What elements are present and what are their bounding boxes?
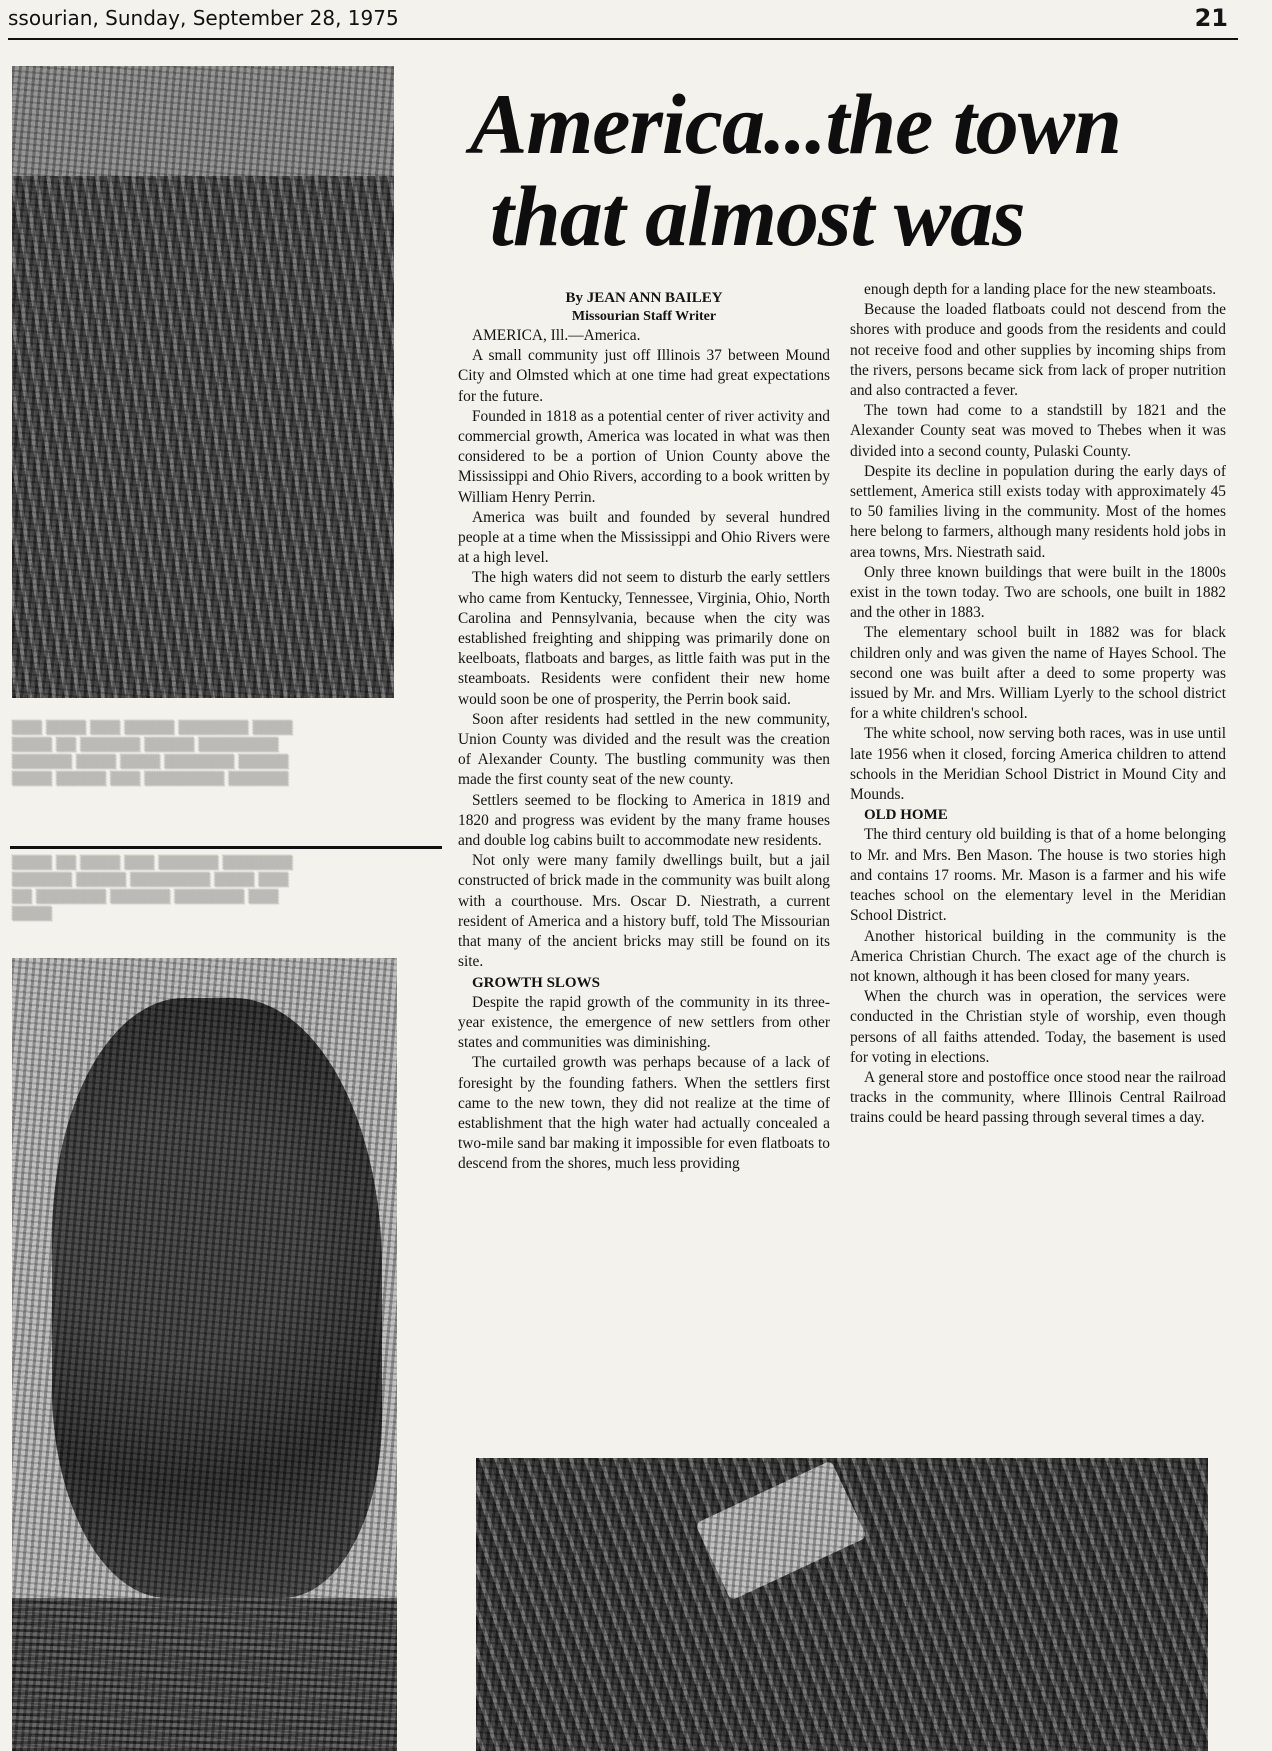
headline-line-1: America...the town	[470, 76, 1121, 172]
article-paragraph: Not only were many family dwellings built, but a jail constructed of brick made in the community was built along with a courthouse. Mrs. Oscar D. Niestrath, a current resident of America and a history buff, told The Missourian that many of the ancient bricks may still be found on its site.	[458, 852, 830, 971]
byline-role: Missourian Staff Writer	[571, 309, 717, 324]
byline-author: By JEAN ANN BAILEY	[565, 290, 723, 306]
article-paragraph: The elementary school built in 1882 was for black children only and was given the name of Hayes School. The second one was built after a deed to some property was issued by Mr. and Mrs. William Lyerly to the school district for a white children's school.	[850, 624, 1226, 723]
article-paragraph: Founded in 1818 as a potential center of river activity and commercial growth, America was located in what was then considered to be a portion of Union County above the Mississippi and Ohio Rivers, according to a book written by William Henry Perrin.	[458, 407, 830, 506]
article-paragraph: The town had come to a standstill by 1821 and the Alexander County seat was moved to Thebes when it was divided into a second county, Pulaski County.	[850, 402, 1226, 460]
article-paragraph: AMERICA, Ill.—America.	[472, 327, 641, 344]
article-column-2	[850, 280, 1226, 1129]
cornfield-photo	[12, 66, 394, 698]
tree-photo	[12, 958, 397, 1751]
column-1-body	[458, 326, 830, 1175]
section-subhead: OLD HOME	[864, 807, 948, 824]
article-paragraph: When the church was in operation, the services were conducted in the Christian style of worship, even though persons of all faiths attended. Today, the basement is used for voting in elections.	[850, 988, 1226, 1066]
section-subhead: GROWTH SLOWS	[472, 974, 600, 991]
illegible-caption-1: ▒▒▒ ▒▒▒▒ ▒▒▒ ▒▒▒▒▒ ▒▒▒▒▒▒▒ ▒▒▒▒ ▒▒▒▒ ▒▒ ▒▒▒▒▒▒ ▒▒▒▒▒ ▒▒▒▒▒▒▒▒ ▒▒▒▒▒▒ ▒▒▒▒ ▒▒▒▒ ▒▒▒▒▒▒▒ ▒▒▒▒▒ ▒▒▒▒ ▒▒▒▒▒ ▒▒▒ ▒▒▒▒▒▒▒▒ ▒▒▒▒▒▒	[12, 721, 293, 787]
article-paragraph: Because the loaded flatboats could not descend from the shores with produce and goods from the residents and could not receive food and other supplies by incoming ships from the rivers, persons became sick from lack of proper nutrition and also contracted a fever.	[850, 301, 1226, 400]
article-paragraph: A small community just off Illinois 37 between Mound City and Olmsted which at one time had great expectations for the future.	[458, 347, 830, 405]
article-paragraph: The white school, now serving both races, was in use until late 1956 when it closed, forcing America children to attend schools in the Meridian School District in Mound City and Mounds.	[850, 725, 1226, 804]
article-column-1	[458, 288, 830, 1175]
column-2-body	[850, 280, 1226, 1129]
page-header	[8, 4, 1238, 40]
article-paragraph: The high waters did not seem to disturb the early settlers who came from Kentucky, Tennessee, Virginia, Ohio, North Carolina and Pennsylvania, because when the city was established freighting and shipping was primarily done on keelboats, flatboats and barges, as little faith was put in the steamboats. Residents were confident their new home would soon be one of prosperity, the Perrin book said.	[458, 569, 830, 708]
article-paragraph: Settlers seemed to be flocking to America in 1819 and 1820 and progress was evident by the many frame houses and double log cabins built to accommodate new residents.	[458, 791, 830, 850]
article-paragraph: Soon after residents had settled in the new community, Union County was divided and the result was the creation of Alexander County. The bustling community was then made the first county seat of the new county.	[458, 710, 830, 789]
article-paragraph: The curtailed growth was perhaps because of a lack of foresight by the founding fathers. When the settlers first came to the new town, they did not realize at the time of establishment that the high water had actually concealed a two-mile sand bar making it impossible for even flatboats to descend from the shores, much less providing	[458, 1054, 830, 1173]
article-paragraph: enough depth for a landing place for the new steamboats.	[864, 281, 1217, 298]
article-paragraph: America was built and founded by several hundred people at a time when the Mississippi and Ohio Rivers were at a high level.	[458, 508, 830, 567]
article-paragraph: Despite the rapid growth of the community in its three-year existence, the emergence of new settlers from other states and communities was diminishing.	[458, 993, 830, 1052]
article-paragraph: A general store and postoffice once stood near the railroad tracks in the community, where Illinois Central Railroad trains could be heard passing through several times a day.	[850, 1068, 1226, 1127]
article-paragraph: Another historical building in the community is the America Christian Church. The exact age of the church is not known, although it has been closed for many years.	[850, 927, 1226, 985]
masthead: ssourian, Sunday, September 28, 1975	[8, 6, 399, 30]
headline-line-2: that almost was	[490, 168, 1025, 264]
headline	[470, 78, 1240, 262]
illegible-caption-2: ▒▒▒▒ ▒▒ ▒▒▒▒ ▒▒▒ ▒▒▒▒▒▒ ▒▒▒▒▒▒▒ ▒▒▒▒▒▒ ▒▒▒▒▒ ▒▒▒▒▒▒▒▒ ▒▒▒▒ ▒▒▒ ▒▒ ▒▒▒▒▒▒▒ ▒▒▒▒▒▒ ▒▒▒▒▒▒▒ ▒▒▒ ▒▒▒▒	[12, 856, 293, 922]
article-paragraph: Despite its decline in population during the early days of settlement, America still exists today with approximately 45 to 50 families living in the community. Most of the homes here belong to farmers, although many residents hold jobs in area towns, Mrs. Niestrath said.	[850, 462, 1226, 561]
article-paragraph: Only three known buildings that were built in the 1800s exist in the town today. Two are schools, one built in 1882 and the other in 1883.	[850, 563, 1226, 622]
page-number: 21	[1194, 4, 1228, 32]
caption-divider	[10, 846, 442, 849]
article-paragraph: The third century old building is that of a home belonging to Mr. and Mrs. Ben Mason. The house is two stories high and contains 17 rooms. Mr. Mason is a farmer and his wife teaches school on the elementary level in the Meridian School District.	[850, 826, 1226, 925]
signpost-photo	[476, 1458, 1208, 1751]
